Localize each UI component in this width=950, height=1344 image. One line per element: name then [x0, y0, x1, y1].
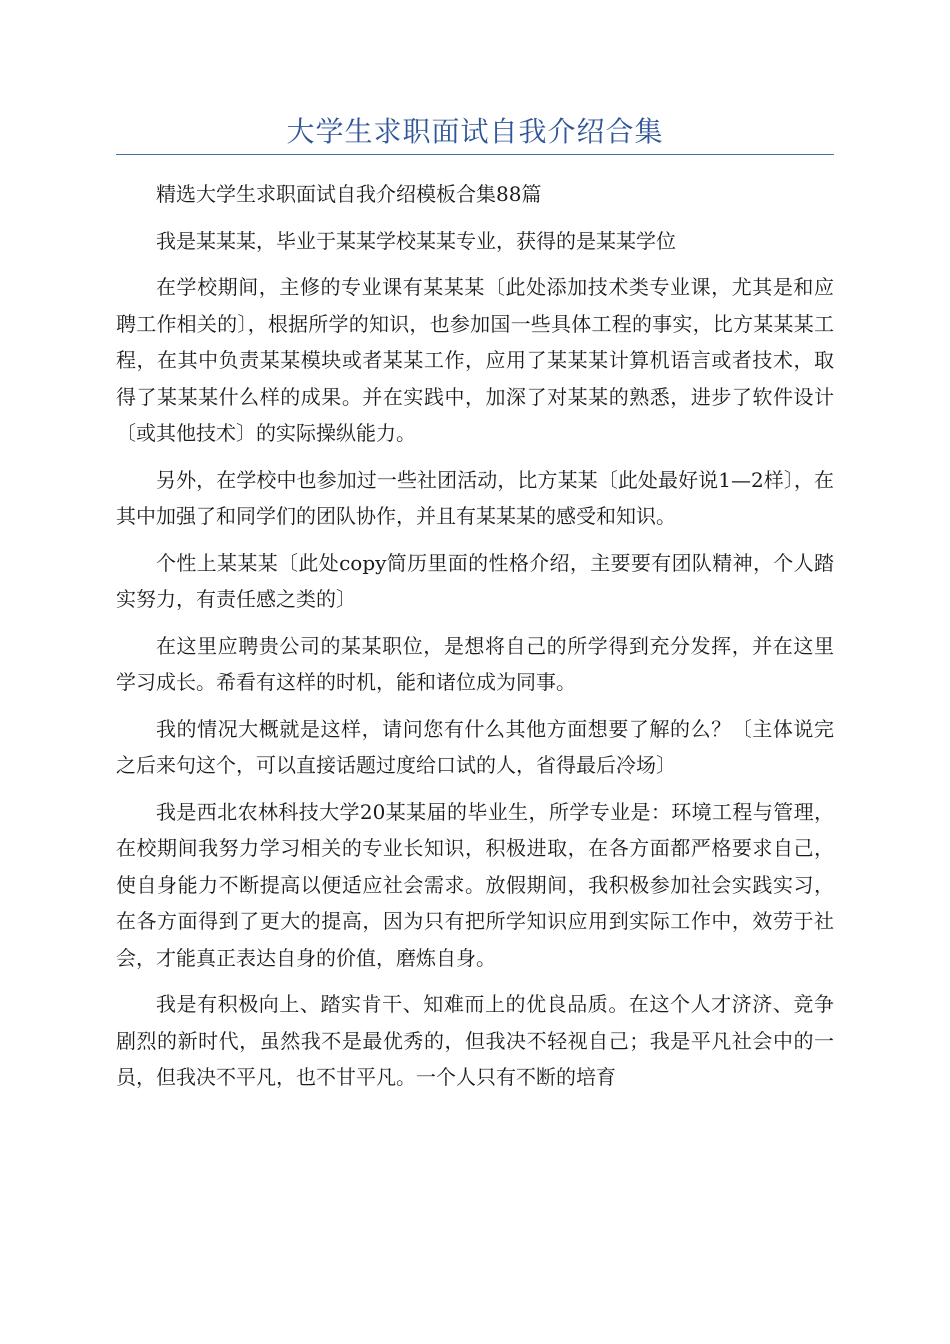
paragraph-1: 精选大学生求职面试自我介绍模板合集88篇: [156, 182, 542, 206]
paragraph-5: 个性上某某某〔此处copy简历里面的性格介绍，主要要有团队精神，个人踏实努力，有责任感之类的〕: [116, 550, 834, 611]
document-title: 大学生求职面试自我介绍合集: [286, 115, 664, 148]
paragraph-6: 在这里应聘贵公司的某某职位，是想将自己的所学得到充分发挥，并在这里学习成长。希看有这样的时机，能和诸位成为同事。: [116, 633, 834, 694]
paragraph-7: 我的情况大概就是这样，请问您有什么其他方面想要了解的么？〔主体说完之后来句这个，可以直接话题过度给口试的人，省得最后冷场〕: [116, 716, 834, 777]
paragraph-2: 我是某某某，毕业于某某学校某某专业，获得的是某某学位: [156, 228, 676, 253]
paragraph-3: 在学校期间，主修的专业课有某某某〔此处添加技术类专业课，尤其是和应聘工作相关的〕，根据所学的知识，也参加国一些具体工程的事实，比方某某某工程，在其中负责某某模块或者某某工作，应用了某某某计算机语言或者技术，取得了某某某什么样的成果。并在实践中，加深了对某某的熟悉，进步了软件设计〔或其他技术〕的实际操纵能力。: [116, 275, 834, 445]
paragraph-8: 我是西北农林科技大学20某某届的毕业生，所学专业是：环境工程与管理，在校期间我努力学习相关的专业长知识，积极进取，在各方面都严格要求自己，使自身能力不断提高以便适应社会需求。放假期间，我积极参加社会实践实习，在各方面得到了更大的提高，因为只有把所学知识应用到实际工作中，效劳于社会，才能真正表达自身的价值，磨炼自身。: [116, 799, 834, 970]
document-body: [116, 176, 834, 1106]
paragraph-9: 我是有积极向上、踏实肯干、知难而上的优良品质。在这个人才济济、竞争剧烈的新时代，虽然我不是最优秀的，但我决不轻视自己；我是平凡社会中的一员，但我决不平凡，也不甘平凡。一个人只有不断的培育: [116, 992, 834, 1089]
paragraph-4: 另外，在学校中也参加过一些社团活动，比方某某〔此处最好说1—2样〕，在其中加强了和同学们的团队协作，并且有某某某的感受和知识。: [116, 467, 834, 528]
title-underline: [116, 154, 834, 155]
